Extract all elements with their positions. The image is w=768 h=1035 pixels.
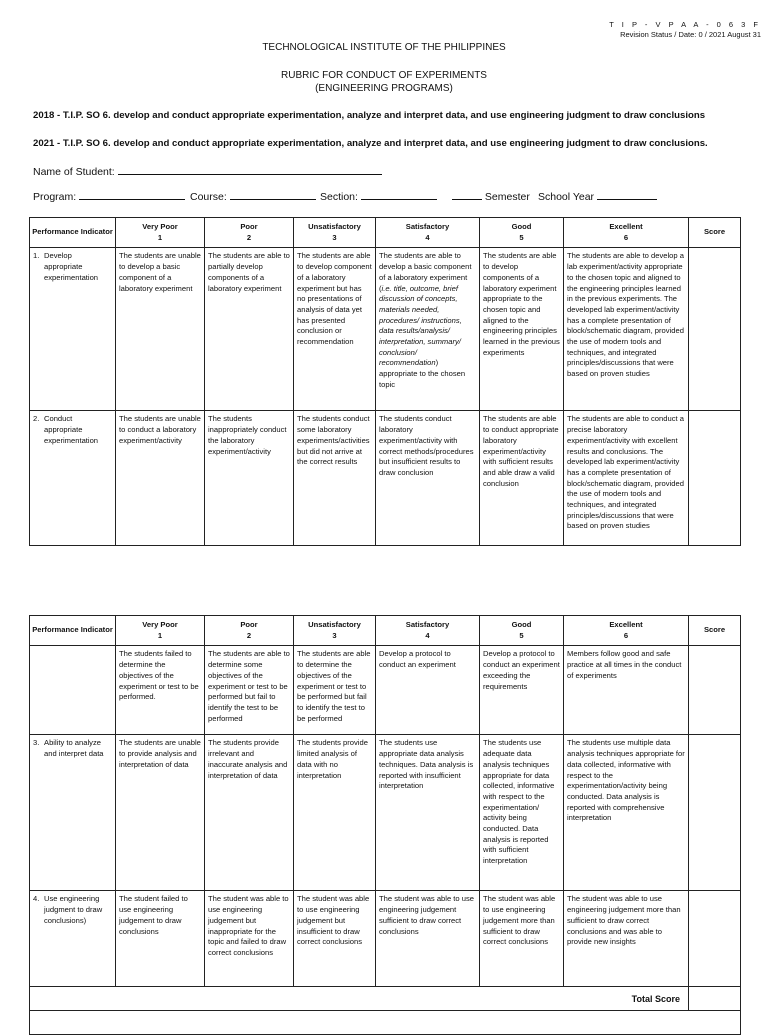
semester-field (452, 189, 530, 203)
criterion-cell: The student was able to use engineering judgement but inappropriate for the topic and failed to draw correct conclusions (205, 891, 294, 987)
criterion-cell: The students are able to develop components of a laboratory experiment appropriate to the chosen topic and aligned to the engineering principles learned in the previous experiments (480, 248, 564, 411)
school-year-field (538, 189, 657, 203)
rubric-table-2 (29, 615, 741, 1035)
header-good (480, 218, 564, 248)
school-year-label: School Year (538, 191, 595, 203)
level-name: Satisfactory (405, 222, 450, 231)
level-name: Good (511, 222, 532, 231)
criterion-cell: Develop a protocol to conduct an experiment (376, 646, 480, 735)
indicator-text: Use engineering judgment to draw conclusions) (44, 894, 103, 925)
header-satisfactory (376, 616, 480, 646)
rubric-title-line1: RUBRIC FOR CONDUCT OF EXPERIMENTS (281, 70, 487, 81)
level-name: Unsatisfactory (308, 620, 361, 629)
criterion-examples: i.e. title, outcome, brief discussion of concepts, materials needed, procedures/ instructions, data results/analysis/ interpretation, summary/ conclusion/ recommendation (379, 283, 462, 368)
header-good (480, 616, 564, 646)
blank-row (30, 1011, 741, 1035)
table-header-row (30, 218, 741, 248)
total-score-cell[interactable] (689, 987, 741, 1011)
total-score-label: Total Score (30, 987, 689, 1011)
indicator-number: 1. (33, 251, 40, 261)
score-cell[interactable] (689, 646, 741, 735)
criterion-cell: Members follow good and safe practice at all times in the conduct of experiments (564, 646, 689, 735)
header-excellent (564, 218, 689, 248)
course-field (190, 189, 316, 203)
level-number: 3 (332, 232, 337, 242)
indicator-text: Ability to analyze and interpret data (44, 738, 104, 759)
rubric-title-line2: (ENGINEERING PROGRAMS) (315, 83, 453, 94)
criterion-cell: The students use adequate data analysis techniques appropriate for data collected, informative with respect to the experimentation/ activity being conducted. Data analysis is reported with sufficient interpretation (480, 735, 564, 891)
criterion-cell: The students are able to determine the objectives of the experiment or test to be performed but fail to identify the test to be performed (294, 646, 376, 735)
table-row (30, 248, 741, 411)
level-name: Poor (240, 222, 258, 231)
criterion-cell: The student failed to use engineering judgement to draw conclusions (116, 891, 205, 987)
level-name: Excellent (609, 222, 643, 231)
section-field (320, 189, 437, 203)
criterion-cell (376, 248, 480, 411)
header-very-poor (116, 218, 205, 248)
criterion-cell: The students are able to partially develop components of a laboratory experiment (205, 248, 294, 411)
indicator-cell (30, 248, 116, 411)
school-year-blank[interactable] (597, 189, 657, 200)
so-2018: 2018 - T.I.P. SO 6. develop and conduct appropriate experimentation, analyze and interpret data, and use engineering judgment to draw conclusions (33, 110, 706, 121)
student-name-blank[interactable] (118, 164, 382, 175)
criterion-cell: The student was able to use engineering judgement sufficient to draw correct conclusions (376, 891, 480, 987)
level-name: Good (511, 620, 532, 629)
criterion-cell: The students use appropriate data analysis techniques. Data analysis is reported with insufficient interpretation (376, 735, 480, 891)
table-row (30, 411, 741, 546)
indicator-text: Conduct appropriate experimentation (44, 414, 99, 445)
indicator-number: 2. (33, 414, 40, 424)
criterion-text: The students are able to develop a basic component of a laboratory experiment ( (379, 251, 472, 293)
criterion-cell: The students are able to develop a lab experiment/activity appropriate to the chosen topic and aligned to the engineering principles learned in the previous experiments. The developed lab experiment/activity has a complete presentation of block/schematic diagram, provided the use of modern tools and techniques, and integrated principles/discussions that were based on proven studies (564, 248, 689, 411)
header-score: Score (689, 616, 741, 646)
header-indicator: Performance Indicator (30, 616, 116, 646)
table-header-row (30, 616, 741, 646)
level-number: 1 (157, 232, 163, 242)
program-blank[interactable] (79, 189, 185, 200)
level-name: Very Poor (142, 620, 178, 629)
header-poor (205, 616, 294, 646)
criterion-cell: The students are able to develop component of a laboratory experiment but has no presentations of analysis of data yet has presented conclusion or recommendation (294, 248, 376, 411)
criterion-cell: The students conduct some laboratory experiments/activities but did not arrive at the correct results (294, 411, 376, 546)
score-cell[interactable] (689, 891, 741, 987)
indicator-number: 3. (33, 738, 40, 748)
level-number: 4 (425, 630, 430, 640)
revision-status: Revision Status / Date: 0 / 2021 August 31 (620, 30, 761, 39)
header-score: Score (689, 218, 741, 248)
header-unsatisfactory (294, 218, 376, 248)
header-excellent (564, 616, 689, 646)
student-name-label: Name of Student: (33, 166, 115, 178)
criterion-cell: The student was able to use engineering judgement but insufficient to draw correct conclusions (294, 891, 376, 987)
criterion-cell: The students are unable to provide analysis and interpretation of data (116, 735, 205, 891)
criterion-text: ) appropriate to the chosen topic (379, 358, 466, 389)
criterion-cell: The students are able to conduct a precise laboratory experiment/activity with excellent results and conclusions. The developed lab experiment/activity has a complete presentation of block/schematic diagram, provided the use of modern tools and techniques, and integrated principles/discussions that were based on proven studies (564, 411, 689, 546)
indicator-number: 4. (33, 894, 40, 904)
criterion-cell: The student was able to use engineering judgement more than sufficient to draw correct conclusions and was able to provide new insights (564, 891, 689, 987)
criterion-cell: The students are unable to develop a basic component of a laboratory experiment (116, 248, 205, 411)
header-indicator: Performance Indicator (30, 218, 116, 248)
level-number: 5 (519, 232, 524, 242)
level-number: 6 (623, 232, 629, 242)
course-blank[interactable] (230, 189, 316, 200)
rubric-table-1 (29, 217, 741, 546)
indicator-cell (30, 646, 116, 735)
header-very-poor (116, 616, 205, 646)
indicator-text: Develop appropriate experimentation (44, 251, 99, 282)
indicator-cell (30, 411, 116, 546)
document-code: T I P - V P A A - 0 6 3 F (609, 20, 761, 29)
level-number: 3 (332, 630, 337, 640)
section-label: Section: (320, 191, 358, 203)
student-name-field (33, 164, 382, 178)
criterion-cell: The student was able to use engineering judgement more than sufficient to draw correct conclusions (480, 891, 564, 987)
criterion-cell: The students failed to determine the objectives of the experiment or test to be performed. (116, 646, 205, 735)
level-name: Satisfactory (405, 620, 450, 629)
level-number: 2 (246, 232, 252, 242)
level-number: 1 (157, 630, 163, 640)
header-unsatisfactory (294, 616, 376, 646)
criterion-cell: Develop a protocol to conduct an experiment exceeding the requirements (480, 646, 564, 735)
score-cell[interactable] (689, 735, 741, 891)
criterion-cell: The students are able to conduct appropriate laboratory experiment/activity with sufficient results and able draw a valid conclusion (480, 411, 564, 546)
program-field (33, 189, 185, 203)
criterion-cell: The students use multiple data analysis techniques appropriate for data collected, informative with respect to the experimentation/activity being conducted. Data analysis is reported with comprehensive interpretation (564, 735, 689, 891)
indicator-cell (30, 891, 116, 987)
table-row (30, 891, 741, 987)
header-poor (205, 218, 294, 248)
level-name: Very Poor (142, 222, 178, 231)
level-number: 5 (519, 630, 524, 640)
criterion-cell: The students are able to determine some objectives of the experiment or test to be performed but fail to identify the test to be performed (205, 646, 294, 735)
header-satisfactory (376, 218, 480, 248)
level-name: Poor (240, 620, 258, 629)
criterion-cell: The students inappropriately conduct the laboratory experiment/activity (205, 411, 294, 546)
total-score-row (30, 987, 741, 1011)
course-label: Course: (190, 191, 227, 203)
score-cell[interactable] (689, 248, 741, 411)
score-cell[interactable] (689, 411, 741, 546)
program-label: Program: (33, 191, 77, 203)
semester-label: Semester (484, 191, 530, 203)
indicator-cell (30, 735, 116, 891)
institution-name: TECHNOLOGICAL INSTITUTE OF THE PHILIPPINES (262, 42, 506, 53)
criterion-cell: The students are unable to conduct a laboratory experiment/activity (116, 411, 205, 546)
blank-cell (30, 1011, 741, 1035)
criterion-cell: The students provide limited analysis of data with no interpretation (294, 735, 376, 891)
level-number: 6 (623, 630, 629, 640)
level-number: 4 (425, 232, 430, 242)
section-blank[interactable] (361, 189, 437, 200)
semester-blank[interactable] (452, 189, 482, 200)
level-name: Excellent (609, 620, 643, 629)
level-name: Unsatisfactory (308, 222, 361, 231)
document-code-block (609, 20, 761, 40)
table-row (30, 646, 741, 735)
criterion-cell: The students provide irrelevant and inaccurate analysis and interpretation of data (205, 735, 294, 891)
table-row (30, 735, 741, 891)
criterion-cell: The students conduct laboratory experiment/activity with correct methods/procedures but insufficient results to draw conclusion (376, 411, 480, 546)
rubric-title (0, 69, 768, 95)
level-number: 2 (246, 630, 252, 640)
so-2021: 2021 - T.I.P. SO 6. develop and conduct appropriate experimentation, analyze and interpret data, and use engineering judgment to draw conclusions. (33, 138, 708, 149)
